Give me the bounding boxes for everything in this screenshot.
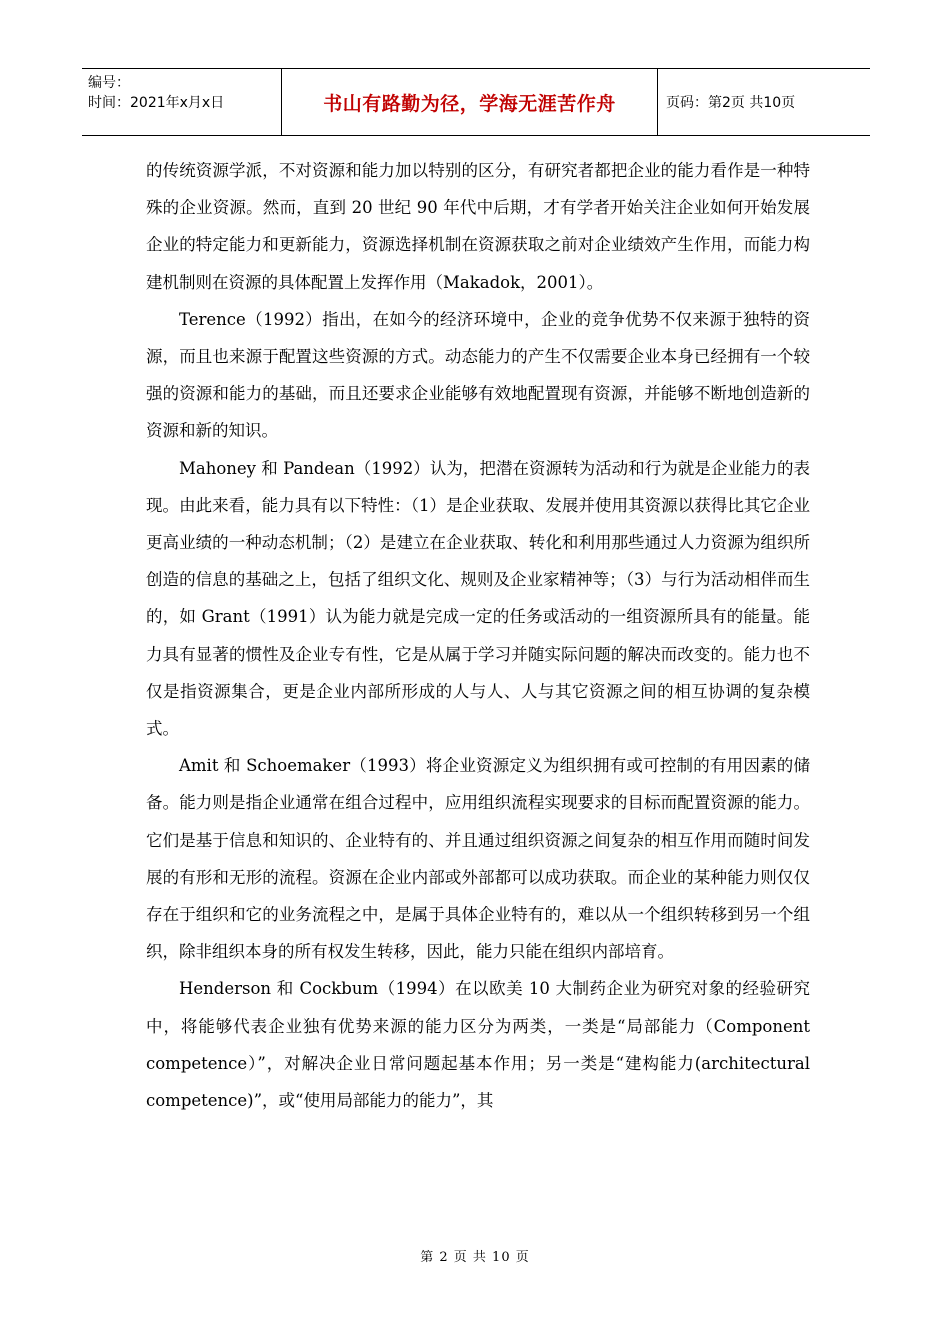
serial-number-label: 编号：	[88, 75, 130, 91]
paragraph: Terence（1992）指出，在如今的经济环境中，企业的竞争优势不仅来源于独特的资源，而且也来源于配置这些资源的方式。动态能力的产生不仅需要企业本身已经拥有一个较强的资源和能力的基础，而且还要求企业能够有效地配置现有资源，并能够不断地创造新的资源和新的知识。	[146, 309, 810, 441]
header-page-info: 页码：第2页 共10页	[666, 95, 796, 111]
paragraph: Amit 和 Schoemaker（1993）将企业资源定义为组织拥有或可控制的有用因素的储备。能力则是指企业通常在组合过程中，应用组织流程实现要求的目标而配置资源的能力。它们是基于信息和知识的、企业特有的、并且通过组织资源之间复杂的相互作用而随时间发展的有形和无形的流程。资源在企业内部或外部都可以成功获取。而企业的某种能力则仅仅存在于组织和它的业务流程之中，是属于具体企业特有的，难以从一个组织转移到另一个组织，除非组织本身的所有权发生转移，因此，能力只能在组织内部培育。	[146, 756, 810, 962]
paragraph: Henderson 和 Cockbum（1994）在以欧美 10 大制药企业为研究对象的经验研究中，将能够代表企业独有优势来源的能力区分为两类，一类是“局部能力（Component competence）”，对解决企业日常问题起基本作用；另一类是“建构能力(architectural competence)”，或“使用局部能力的能力”，其	[146, 979, 810, 1111]
document-body	[146, 152, 810, 1119]
page-footer: 第 2 页 共 10 页	[420, 1250, 530, 1265]
page-header	[82, 68, 870, 136]
paragraph: Mahoney 和 Pandean（1992）认为，把潜在资源转为活动和行为就是企业能力的表现。由此来看，能力具有以下特性：（1）是企业获取、发展并使用其资源以获得比其它企业更高业绩的一种动态机制；（2）是建立在企业获取、转化和利用那些通过人力资源为组织所创造的信息的基础之上，包括了组织文化、规则及企业家精神等；（3）与行为活动相伴而生的，如 Grant（1991）认为能力就是完成一定的任务或活动的一组资源所具有的能量。能力具有显著的惯性及企业专有性，它是从属于学习并随实际问题的解决而改变的。能力也不仅是指资源集合，更是企业内部所形成的人与人、人与其它资源之间的相互协调的复杂模式。	[146, 458, 810, 739]
paragraph: 的传统资源学派，不对资源和能力加以特别的区分，有研究者都把企业的能力看作是一种特殊的企业资源。然而，直到 20 世纪 90 年代中后期，才有学者开始关注企业如何开始发展企业的特定能力和更新能力，资源选择机制在资源获取之前对企业绩效产生作用，而能力构建机制则在资源的具体配置上发挥作用（Makadok，2001）。	[146, 161, 810, 292]
date-label: 时间：2021年x月x日	[88, 95, 225, 111]
header-motto: 书山有路勤为径，学海无涯苦作舟	[282, 69, 658, 135]
header-info-cell	[82, 69, 282, 135]
